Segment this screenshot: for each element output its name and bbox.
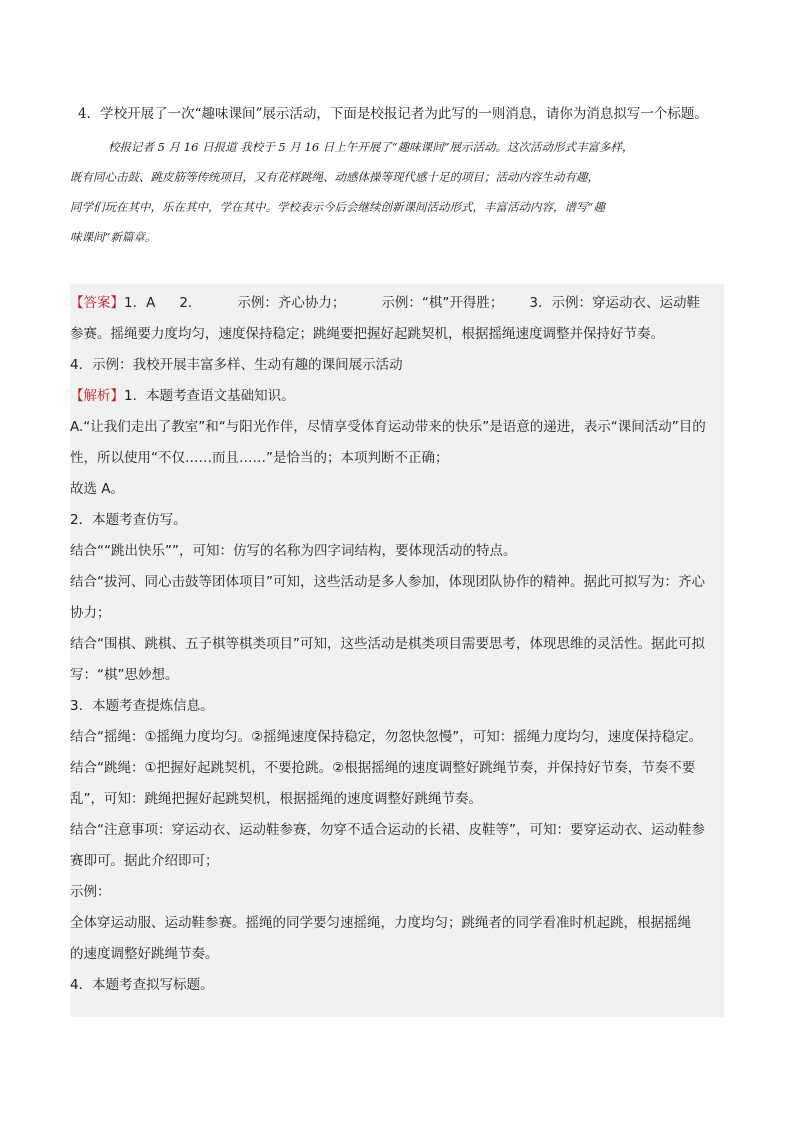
answer-3-continued: 参赛。摇绳要力度均匀，速度保持稳定；跳绳要把握好起跳契机，根据摇绳速度调整并保持好节奏。 (70, 326, 664, 342)
answer-2-num: 2． (179, 295, 202, 311)
analysis-line: 性，所以使用“不仅……而且……”是恰当的；本项判断不正确； (70, 450, 449, 466)
analysis-line: 的速度调整好跳绳节奏。 (70, 946, 219, 962)
analysis-line: 结合““跳出快乐””，可知：仿写的名称为四字词结构，要体现活动的特点。 (70, 543, 517, 559)
passage-line: 既有同心击鼓、跳皮筋等传统项目，又有花样跳绳、动感体操等现代感十足的项目；活动内容生动有趣， (70, 170, 599, 184)
passage-line: 味课间”新篇章。 (70, 230, 157, 244)
answer-1: 1．A (124, 295, 156, 311)
analysis-line: 结合“摇绳：①摇绳力度均匀。②摇绳速度保持稳定，勿忽快忽慢”，可知：摇绳力度均匀，速度保持稳定。 (70, 729, 703, 745)
analysis-line: 赛即可。据此介绍即可； (70, 853, 219, 869)
analysis-line: 示例： (70, 884, 111, 900)
analysis-line: 全体穿运动服、运动鞋参赛。摇绳的同学要匀速摇绳，力度均匀；跳绳者的同学看准时机起跳，根据摇绳 (70, 915, 691, 931)
answer-2-example-1: 示例：齐心协力； (237, 295, 346, 311)
passage-line: 校报记者 5 月 16 日报道 我校于 5 月 16 日上午开展了“趣味课间”展示活动。这次活动形式丰富多样， (108, 140, 634, 154)
analysis-line: 结合“拔河、同心击鼓等团体项目”可知，这些活动是多人参加，体现团队协作的精神。据此可拟写为：齐心 (70, 574, 705, 590)
answer-tag: 【答案】 (70, 295, 124, 311)
answer-3-start: 3．示例：穿运动衣、运动鞋 (529, 295, 701, 311)
analysis-line: 结合“跳绳：①把握好起跳契机，不要抢跳。②根据摇绳的速度调整好跳绳节奏，并保持好节奏，节奏不要 (70, 760, 696, 776)
analysis-line: 协力； (70, 605, 111, 621)
analysis-line: A.“让我们走出了教室”和“与阳光作伴，尽情享受体育运动带来的快乐”是语意的递进，表示“课间活动”目的 (70, 419, 706, 435)
analysis-line: 乱”，可知：跳绳把握好起跳契机，根据摇绳的速度调整好跳绳节奏。 (70, 791, 482, 807)
analysis-q4-title: 4．本题考查拟写标题。 (70, 977, 214, 993)
analysis-q2-title: 2．本题考查仿写。 (70, 512, 187, 528)
analysis-line: 结合“注意事项：穿运动衣、运动鞋参赛，勿穿不适合运动的长裙、皮鞋等”，可知：要穿运动衣、运动鞋参 (70, 822, 705, 838)
answer-analysis-box (70, 284, 724, 1017)
answer-line-1 (70, 288, 724, 319)
analysis-line: 结合“围棋、跳棋、五子棋等棋类项目”可知，这些活动是棋类项目需要思考，体现思维的灵活性。据此可拟 (70, 636, 705, 652)
analysis-q1-title-line (70, 381, 724, 412)
analysis-q3-title: 3．本题考查提炼信息。 (70, 698, 214, 714)
analysis-tag: 【解析】 (70, 388, 124, 404)
analysis-line: 写：“棋”思妙想。 (70, 667, 179, 683)
answer-4: 4．示例：我校开展丰富多样、生动有趣的课间展示活动 (70, 357, 403, 373)
question-4-text: 4．学校开展了一次“趣味课间”展示活动，下面是校报记者为此写的一则消息，请你为消息拟写一个标题。 (78, 106, 708, 122)
question-4 (78, 103, 728, 125)
news-passage (70, 132, 720, 252)
passage-line: 同学们玩在其中，乐在其中，学在其中。学校表示今后会继续创新课间活动形式，丰富活动内容，谱写“趣 (70, 200, 605, 214)
answer-2-example-2: 示例：“棋”开得胜； (381, 295, 504, 311)
analysis-q1-title: 1．本题考查语文基础知识。 (124, 388, 295, 404)
analysis-line: 故选 A。 (70, 481, 125, 497)
